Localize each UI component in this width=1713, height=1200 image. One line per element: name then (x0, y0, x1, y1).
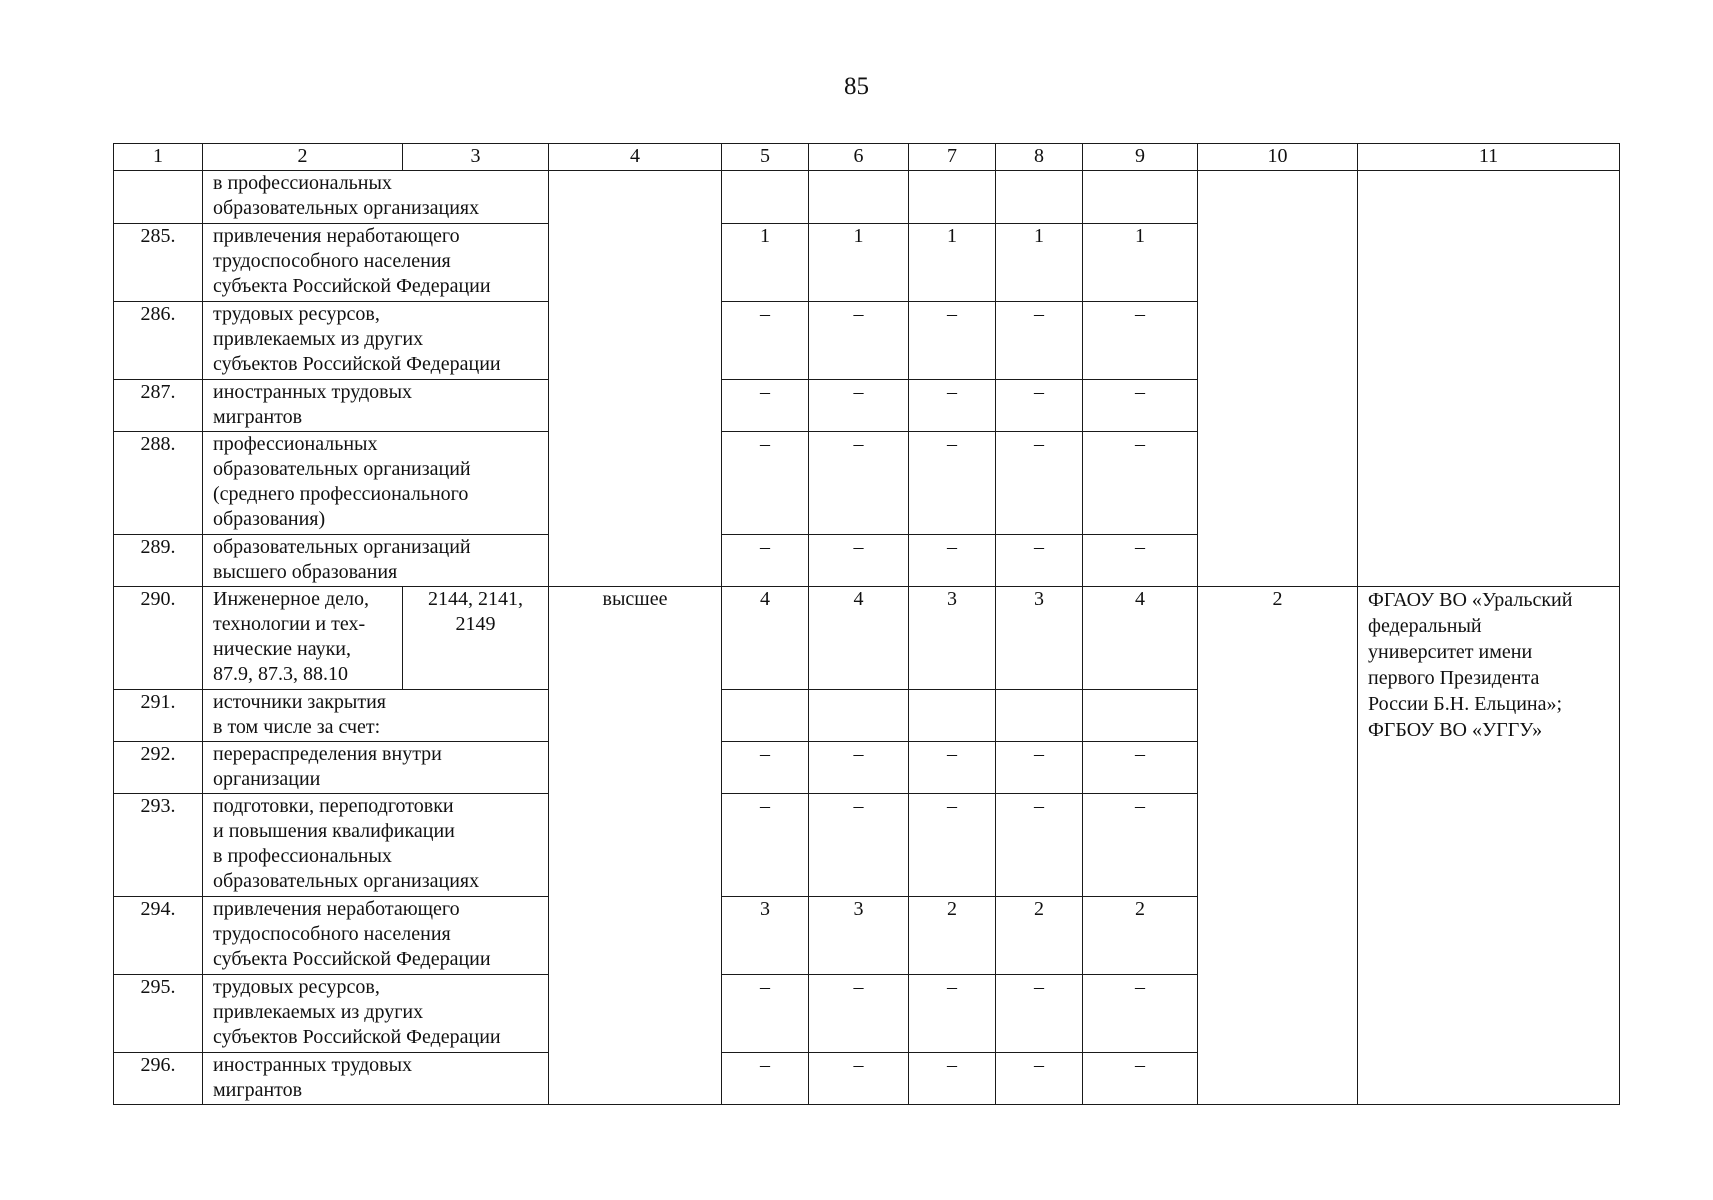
organization-cell (1358, 587, 1620, 1105)
description-line: образования) (213, 508, 326, 530)
col10-cell: 2 (1198, 587, 1358, 1105)
description-line: образовательных организаций (213, 536, 471, 558)
value-cell: – (722, 742, 809, 794)
value-cell: 2 (909, 897, 996, 975)
value-cell: – (909, 1053, 996, 1105)
header-cell: 4 (549, 144, 722, 171)
value-cell: – (996, 302, 1083, 380)
description-line: субъектов Российской Федерации (213, 353, 501, 375)
organization-line: федеральный (1368, 615, 1482, 637)
value-cell: – (809, 302, 909, 380)
header-cell: 8 (996, 144, 1083, 171)
level-cell: высшее (549, 587, 722, 1105)
value-cell: – (1083, 742, 1198, 794)
value-cell: – (909, 794, 996, 897)
header-cell: 7 (909, 144, 996, 171)
value-cell: – (996, 742, 1083, 794)
codes-line: 2144, 2141, (428, 588, 523, 610)
description-line: и повышения квалификации (213, 820, 455, 842)
value-cell: 1 (722, 224, 809, 302)
value-cell: 4 (809, 587, 909, 690)
description-line: трудоспособного населения (213, 250, 451, 272)
description-line: (среднего профессионального (213, 483, 469, 505)
row-number: 287. (114, 380, 203, 432)
header-row (114, 144, 1620, 171)
description-cell (203, 171, 549, 224)
description-line: иностранных трудовых (213, 1054, 413, 1076)
direction-cell (203, 587, 403, 690)
description-cell (203, 302, 549, 380)
organization-line: университет имени (1368, 641, 1533, 663)
page-number: 85 (844, 73, 869, 100)
table-row (114, 587, 1620, 690)
organization-line: ФГАОУ ВО «Уральский (1368, 589, 1573, 611)
value-cell: – (809, 432, 909, 535)
description-line: субъекта Российской Федерации (213, 948, 491, 970)
value-cell: – (722, 975, 809, 1053)
value-cell: – (722, 380, 809, 432)
value-cell: – (809, 975, 909, 1053)
description-line: организации (213, 768, 321, 790)
value-cell (996, 171, 1083, 224)
codes-cell (403, 587, 549, 690)
value-cell: 1 (909, 224, 996, 302)
value-cell: 2 (996, 897, 1083, 975)
data-table (113, 143, 1620, 1105)
description-line: профессиональных (213, 433, 378, 455)
codes-line: 2149 (455, 613, 496, 635)
organization-cell (1358, 171, 1620, 587)
value-cell: – (909, 432, 996, 535)
value-cell: – (722, 1053, 809, 1105)
value-cell: – (1083, 535, 1198, 587)
description-line: привлекаемых из других (213, 328, 424, 350)
value-cell (1083, 171, 1198, 224)
value-cell: – (1083, 794, 1198, 897)
organization-line: первого Президента (1368, 667, 1540, 689)
description-line: образовательных организаций (213, 458, 471, 480)
value-cell: – (1083, 302, 1198, 380)
value-cell (722, 171, 809, 224)
value-cell: – (909, 380, 996, 432)
value-cell: – (909, 975, 996, 1053)
value-cell: 4 (1083, 587, 1198, 690)
description-cell (203, 742, 549, 794)
organization-line: России Б.Н. Ельцина»; (1368, 693, 1563, 715)
value-cell: 3 (996, 587, 1083, 690)
value-cell (909, 690, 996, 742)
description-cell (203, 690, 549, 742)
description-line: подготовки, переподготовки (213, 795, 454, 817)
value-cell: – (909, 302, 996, 380)
row-number: 292. (114, 742, 203, 794)
value-cell: 1 (809, 224, 909, 302)
value-cell: – (1083, 432, 1198, 535)
row-number: 286. (114, 302, 203, 380)
value-cell: – (809, 1053, 909, 1105)
row-number: 296. (114, 1053, 203, 1105)
value-cell: – (722, 302, 809, 380)
value-cell (909, 171, 996, 224)
value-cell: 1 (1083, 224, 1198, 302)
row-number: 288. (114, 432, 203, 535)
description-line: субъектов Российской Федерации (213, 1026, 501, 1048)
description-line: иностранных трудовых (213, 381, 413, 403)
row-number: 285. (114, 224, 203, 302)
value-cell: – (809, 742, 909, 794)
description-line: образовательных организациях (213, 870, 480, 892)
value-cell (1083, 690, 1198, 742)
direction-line: Инженерное дело, (213, 588, 370, 610)
value-cell (809, 171, 909, 224)
description-line: в профессиональных (213, 845, 392, 867)
value-cell: – (909, 535, 996, 587)
value-cell: – (809, 380, 909, 432)
description-cell (203, 897, 549, 975)
row-number: 291. (114, 690, 203, 742)
description-line: трудовых ресурсов, (213, 303, 380, 325)
description-cell (203, 1053, 549, 1105)
description-line: привлечения неработающего (213, 898, 460, 920)
description-line: субъекта Российской Федерации (213, 275, 491, 297)
description-line: высшего образования (213, 561, 398, 583)
description-line: в том числе за счет: (213, 716, 381, 738)
direction-line: нические науки, (213, 638, 351, 660)
value-cell (996, 690, 1083, 742)
direction-line: 87.9, 87.3, 88.10 (213, 663, 348, 685)
col10-cell (1198, 171, 1358, 587)
value-cell: – (996, 975, 1083, 1053)
value-cell: – (722, 535, 809, 587)
description-cell (203, 794, 549, 897)
value-cell: – (1083, 975, 1198, 1053)
header-cell: 5 (722, 144, 809, 171)
description-line: в профессиональных (213, 172, 392, 194)
organization-line: ФГБОУ ВО «УГГУ» (1368, 719, 1543, 741)
description-line: источники закрытия (213, 691, 386, 713)
value-cell: 3 (909, 587, 996, 690)
header-cell: 1 (114, 144, 203, 171)
description-line: перераспределения внутри (213, 743, 442, 765)
header-cell: 2 (203, 144, 403, 171)
value-cell: – (996, 794, 1083, 897)
row-number: 294. (114, 897, 203, 975)
description-cell (203, 432, 549, 535)
direction-line: технологии и тех- (213, 613, 366, 635)
value-cell: – (809, 794, 909, 897)
description-line: привлекаемых из других (213, 1001, 424, 1023)
value-cell: – (722, 794, 809, 897)
description-line: мигрантов (213, 406, 303, 428)
row-number (114, 171, 203, 224)
row-number: 289. (114, 535, 203, 587)
row-number: 290. (114, 587, 203, 690)
level-cell (549, 171, 722, 587)
value-cell: 3 (809, 897, 909, 975)
description-cell (203, 380, 549, 432)
description-line: трудоспособного населения (213, 923, 451, 945)
value-cell: – (1083, 380, 1198, 432)
value-cell: – (996, 535, 1083, 587)
header-cell: 11 (1358, 144, 1620, 171)
header-cell: 10 (1198, 144, 1358, 171)
description-cell (203, 224, 549, 302)
description-line: привлечения неработающего (213, 225, 460, 247)
row-number: 293. (114, 794, 203, 897)
header-cell: 9 (1083, 144, 1198, 171)
description-cell (203, 535, 549, 587)
description-line: трудовых ресурсов, (213, 976, 380, 998)
value-cell: 4 (722, 587, 809, 690)
value-cell: – (722, 432, 809, 535)
value-cell: – (909, 742, 996, 794)
header-cell: 6 (809, 144, 909, 171)
value-cell: 3 (722, 897, 809, 975)
description-cell (203, 975, 549, 1053)
row-number: 295. (114, 975, 203, 1053)
description-line: образовательных организациях (213, 197, 480, 219)
value-cell: – (1083, 1053, 1198, 1105)
value-cell: – (809, 535, 909, 587)
description-line: мигрантов (213, 1079, 303, 1101)
value-cell: 2 (1083, 897, 1198, 975)
value-cell: – (996, 432, 1083, 535)
value-cell (722, 690, 809, 742)
header-cell: 3 (403, 144, 549, 171)
table-row (114, 171, 1620, 224)
value-cell (809, 690, 909, 742)
value-cell: 1 (996, 224, 1083, 302)
value-cell: – (996, 380, 1083, 432)
value-cell: – (996, 1053, 1083, 1105)
